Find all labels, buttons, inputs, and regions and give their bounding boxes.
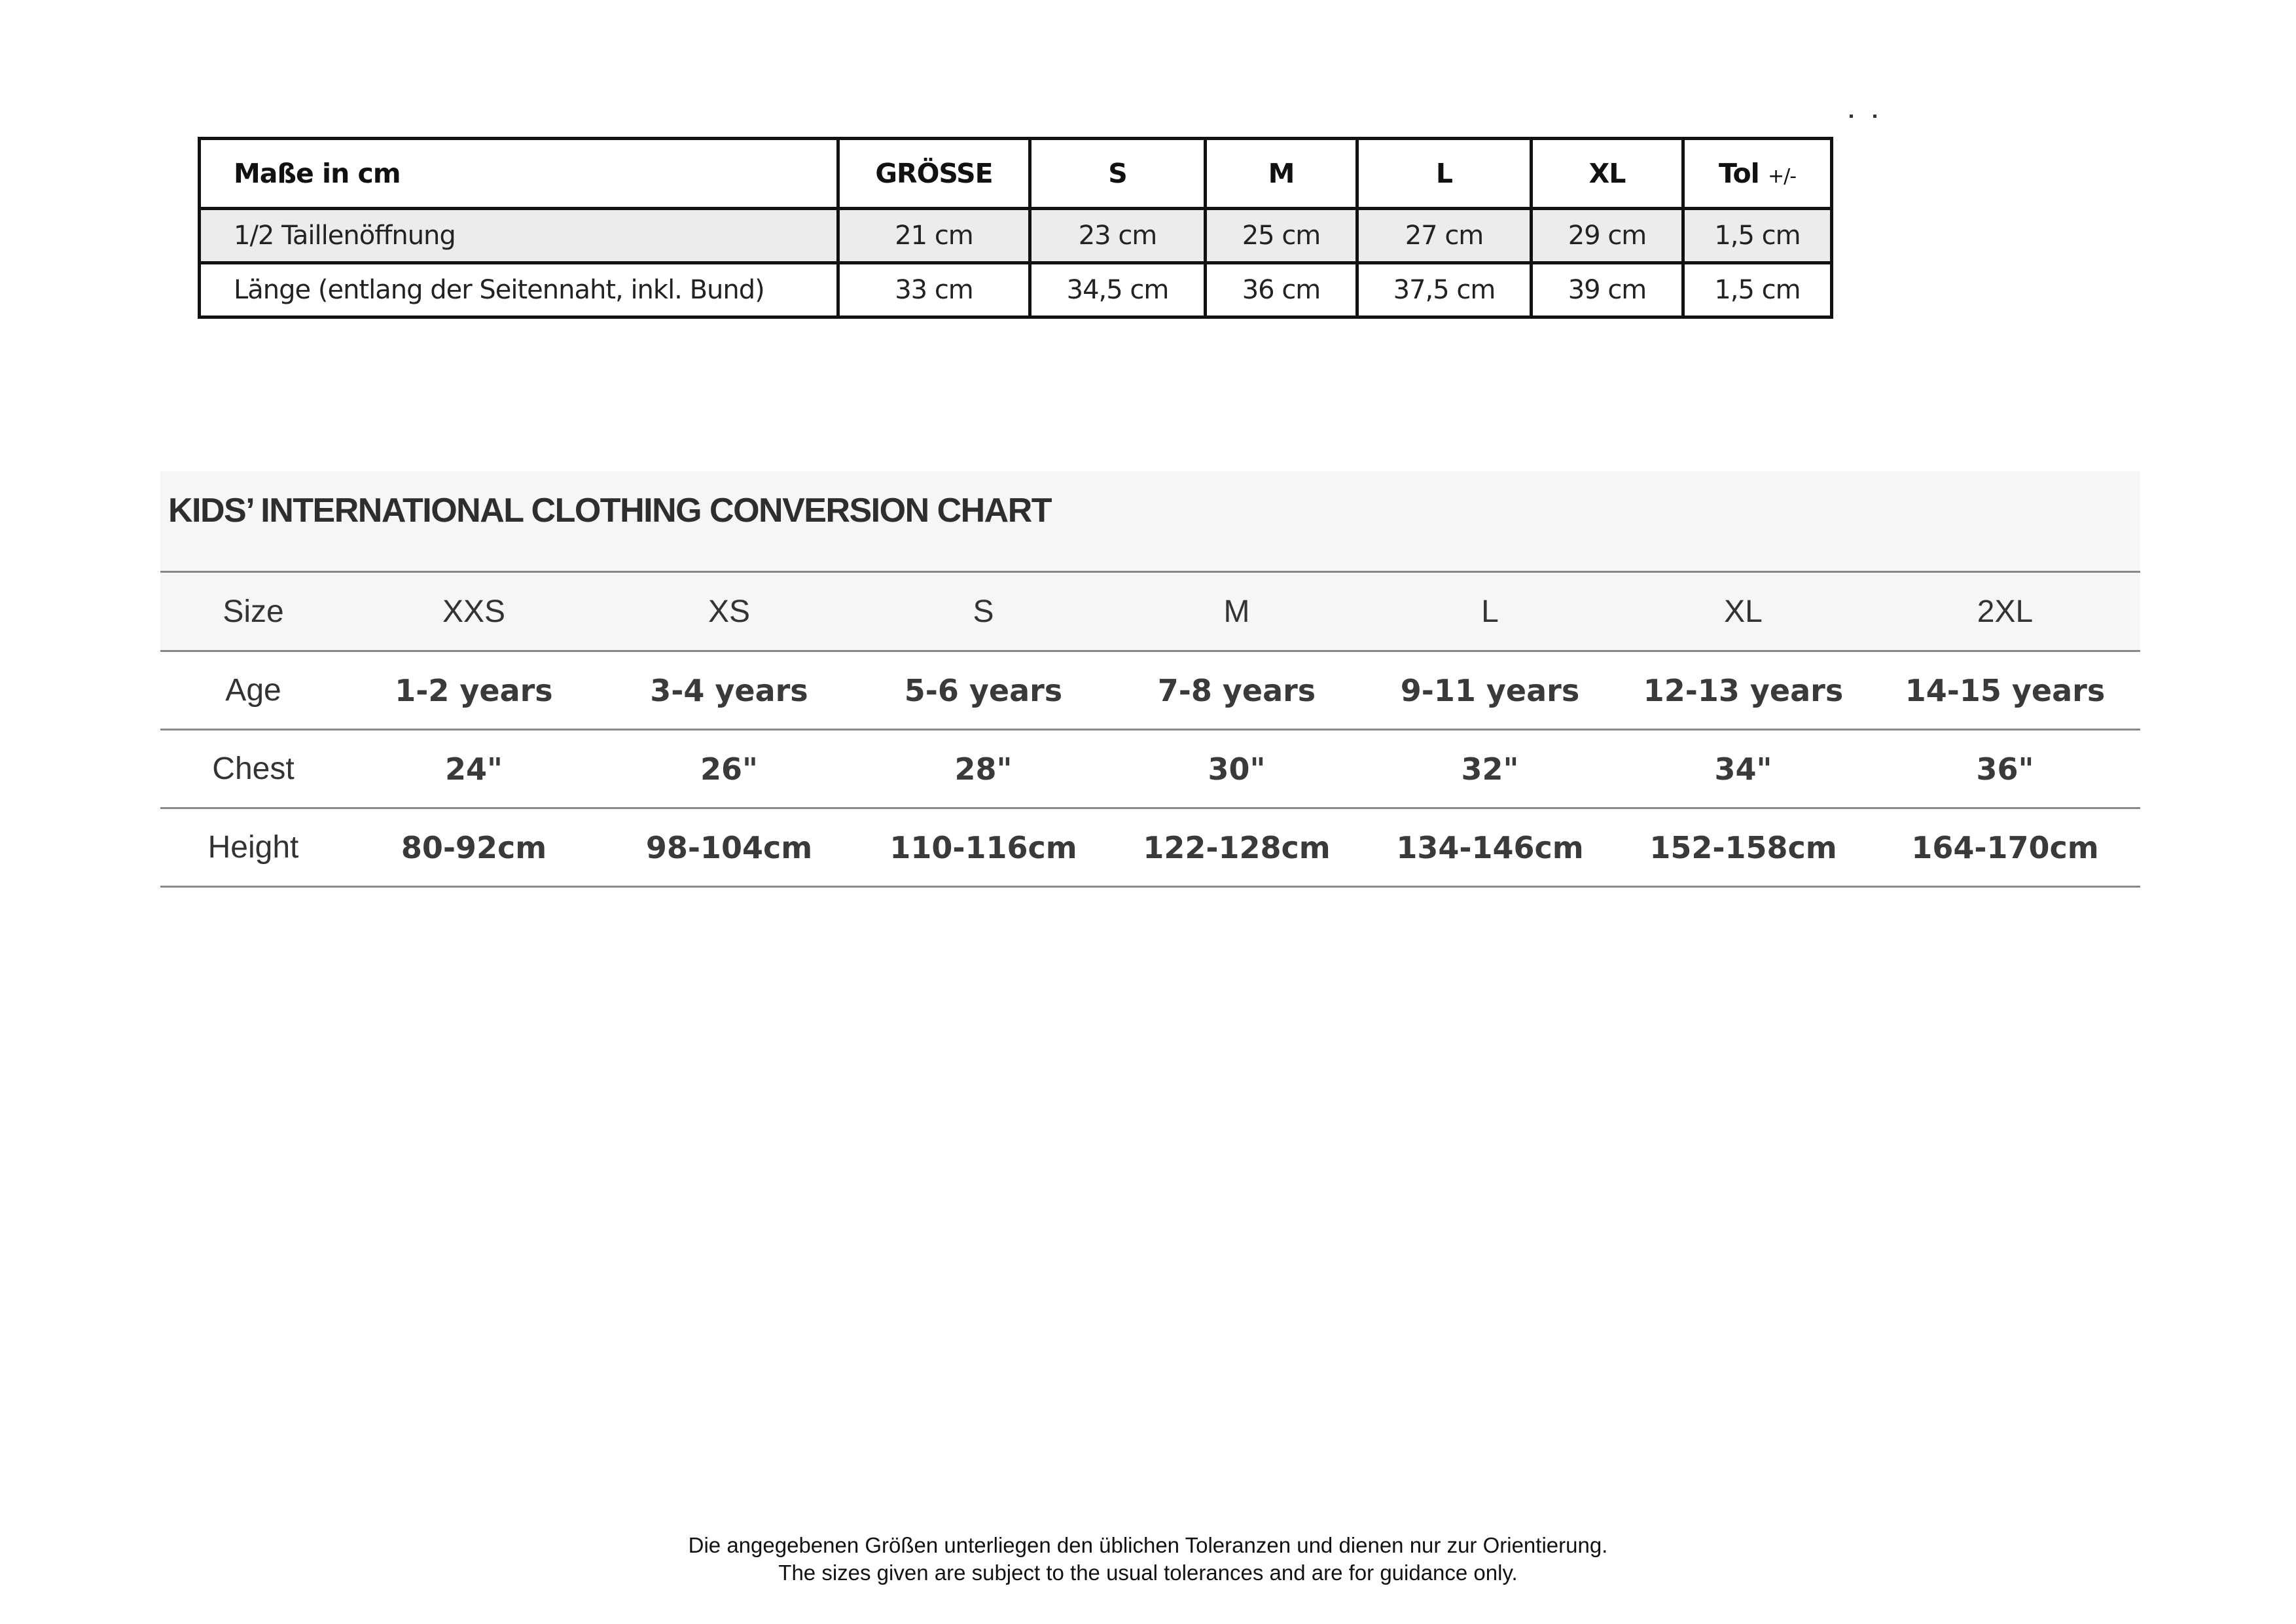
- table-cell: 21 cm: [838, 209, 1030, 263]
- size-row: [160, 572, 2140, 651]
- height-row: [160, 808, 2140, 887]
- measurements-header-row: [200, 139, 1832, 209]
- header-cell-m: M: [1206, 139, 1357, 209]
- table-cell: 134-146cm: [1363, 808, 1617, 887]
- size-cell: M: [1110, 572, 1363, 651]
- size-cell: XL: [1617, 572, 1870, 651]
- table-cell: 122-128cm: [1110, 808, 1363, 887]
- size-row-label: Size: [160, 572, 346, 651]
- corner-mark-right: [1873, 115, 1876, 118]
- kids-chart-table: [160, 571, 2140, 888]
- table-cell: 5-6 years: [857, 651, 1110, 730]
- chest-row-label: Chest: [160, 730, 346, 808]
- table-cell: 36 cm: [1206, 263, 1357, 317]
- table-cell: 1-2 years: [346, 651, 601, 730]
- table-cell: 37,5 cm: [1357, 263, 1532, 317]
- chest-row: [160, 730, 2140, 808]
- size-cell: 2XL: [1870, 572, 2140, 651]
- tol-suffix: +/-: [1767, 165, 1797, 188]
- size-cell: L: [1363, 572, 1617, 651]
- table-cell: 32": [1363, 730, 1617, 808]
- height-row-label: Height: [160, 808, 346, 887]
- table-cell: 110-116cm: [857, 808, 1110, 887]
- tolerance-footnote: [0, 1532, 2296, 1587]
- table-cell: 34": [1617, 730, 1870, 808]
- header-cell-l: L: [1357, 139, 1532, 209]
- table-cell: 9-11 years: [1363, 651, 1617, 730]
- header-cell-tol: [1683, 139, 1832, 209]
- table-cell: 30": [1110, 730, 1363, 808]
- table-cell: 164-170cm: [1870, 808, 2140, 887]
- table-row: [200, 209, 1832, 263]
- corner-mark-left: [1850, 115, 1853, 118]
- table-row: [200, 263, 1832, 317]
- kids-chart-title: KIDS’ INTERNATIONAL CLOTHING CONVERSION CHART: [168, 492, 1052, 530]
- table-cell: 3-4 years: [601, 651, 857, 730]
- table-cell: 14-15 years: [1870, 651, 2140, 730]
- table-cell: 39 cm: [1532, 263, 1683, 317]
- table-cell: 36": [1870, 730, 2140, 808]
- header-cell-s: S: [1030, 139, 1206, 209]
- table-cell: 29 cm: [1532, 209, 1683, 263]
- table-cell: 34,5 cm: [1030, 263, 1206, 317]
- table-cell: 33 cm: [838, 263, 1030, 317]
- size-cell: XXS: [346, 572, 601, 651]
- header-cell-xl: XL: [1532, 139, 1683, 209]
- table-cell: 7-8 years: [1110, 651, 1363, 730]
- table-cell: 12-13 years: [1617, 651, 1870, 730]
- header-cell-groesse: GRÖSSE: [838, 139, 1030, 209]
- table-cell: 1,5 cm: [1683, 263, 1832, 317]
- table-cell: 152-158cm: [1617, 808, 1870, 887]
- row-label: 1/2 Taillenöffnung: [200, 209, 838, 263]
- table-cell: 25 cm: [1206, 209, 1357, 263]
- table-cell: 80-92cm: [346, 808, 601, 887]
- table-cell: 28": [857, 730, 1110, 808]
- table-cell: 24": [346, 730, 601, 808]
- header-cell-measure: Maße in cm: [200, 139, 838, 209]
- size-cell: S: [857, 572, 1110, 651]
- table-cell: 98-104cm: [601, 808, 857, 887]
- table-cell: 27 cm: [1357, 209, 1532, 263]
- age-row-label: Age: [160, 651, 346, 730]
- table-cell: 1,5 cm: [1683, 209, 1832, 263]
- footnote-english: The sizes given are subject to the usual tolerances and are for guidance only.: [778, 1561, 1518, 1585]
- kids-chart-title-band: [160, 471, 2140, 571]
- table-cell: 23 cm: [1030, 209, 1206, 263]
- age-row: [160, 651, 2140, 730]
- table-cell: 26": [601, 730, 857, 808]
- measurements-table: [198, 137, 1833, 319]
- kids-conversion-chart: [160, 471, 2140, 888]
- footnote-german: Die angegebenen Größen unterliegen den üblichen Toleranzen und dienen nur zur Orientierung.: [688, 1533, 1608, 1557]
- tol-label: Tol: [1718, 158, 1759, 189]
- size-cell: XS: [601, 572, 857, 651]
- row-label: Länge (entlang der Seitennaht, inkl. Bund): [200, 263, 838, 317]
